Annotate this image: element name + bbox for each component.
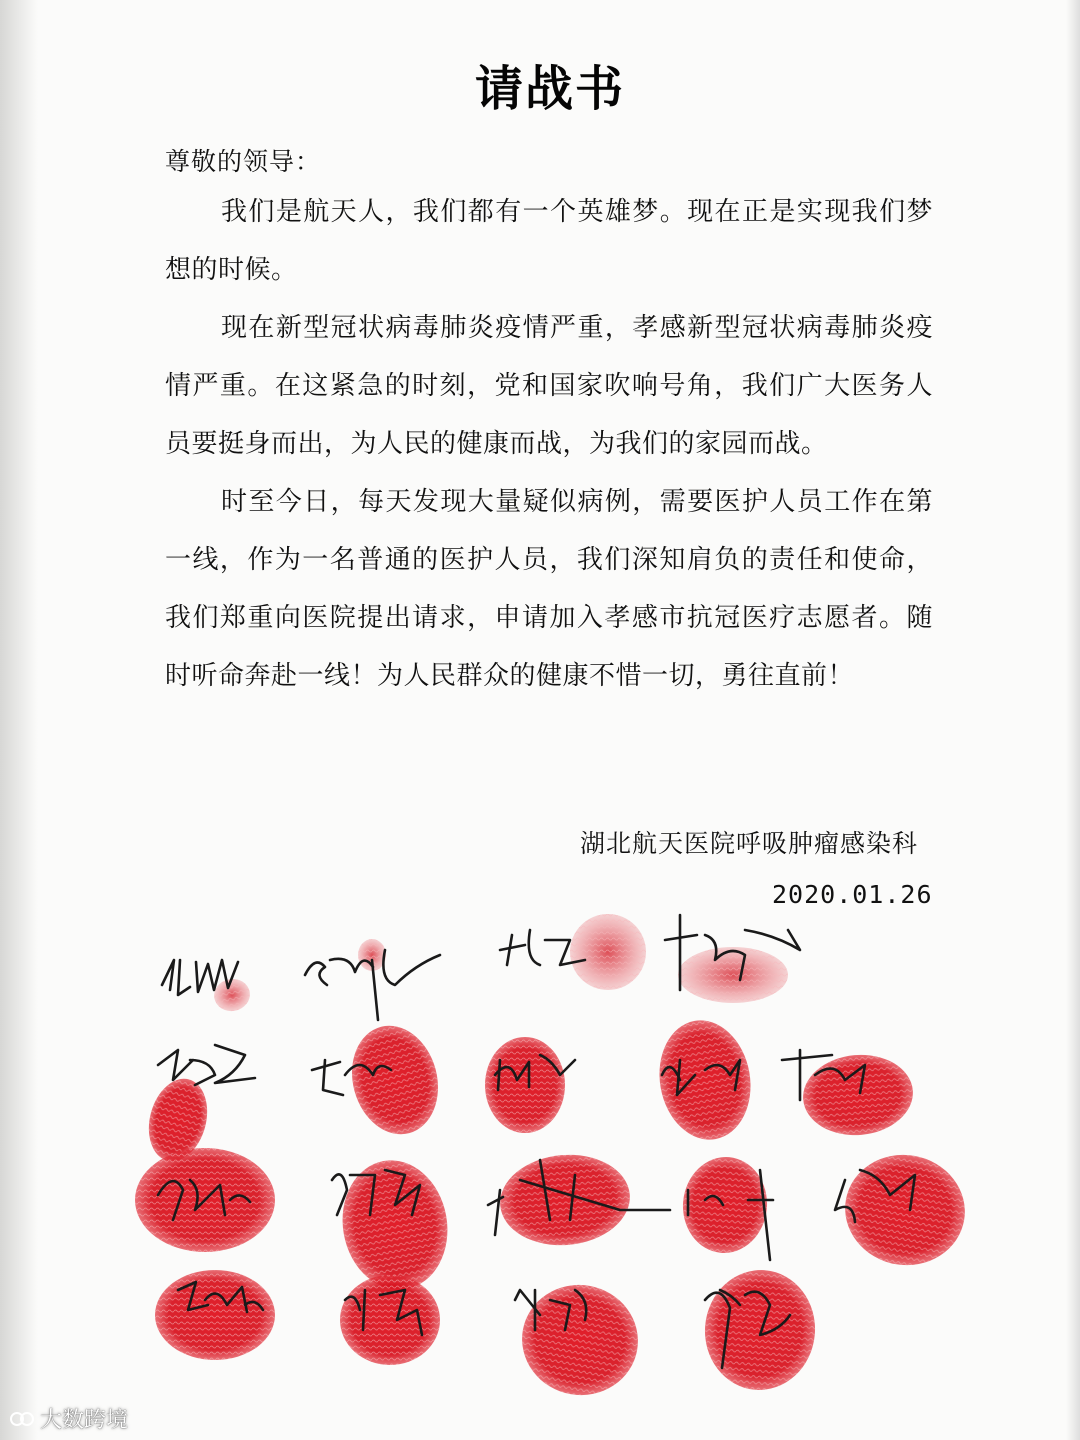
fingerprint-ridges [340,1016,450,1144]
fingerprint-mark [496,1150,633,1251]
fingerprint-ridges [513,1276,646,1404]
fingerprint-mark [800,1050,917,1139]
signature-stroke [312,1060,391,1095]
fingerprint-ridges [135,1148,275,1252]
page-edge-shadow-right [1066,0,1080,1440]
fingerprint-mark [155,1270,275,1360]
watermark [10,1403,128,1434]
page-edge-shadow [0,0,38,1440]
signature-stroke [515,1290,586,1330]
fingerprint-ridges [485,1037,565,1133]
fingerprint-ridges [333,1152,458,1298]
fingerprint-ridges [140,1072,216,1168]
fingerprint-mark [650,1013,759,1147]
fingerprints [135,914,974,1404]
fingerprint-ridges [700,1265,820,1394]
fingerprint-ridges [155,1270,275,1360]
signature-stroke [500,930,585,965]
fingerprint-mark [485,1037,565,1133]
fingerprint-ridges [496,1150,633,1251]
document-title: 请战书 [474,61,625,117]
signature-stroke [488,1160,670,1235]
fingerprint-mark [513,1276,646,1404]
signature-stroke [345,1290,422,1335]
fingerprint-ridges [570,914,646,990]
fingerprint-mark [211,976,252,1014]
fingerprint-mark [679,1154,771,1257]
signature-stroke [178,1282,263,1312]
watermark-text: 大数跨境 [40,1408,129,1433]
signature-stroke [332,1170,420,1215]
fingerprint-ridges [836,1145,973,1274]
salutation: 尊敬的领导： [165,147,322,176]
fingerprint-mark [358,939,386,971]
signature-stroke [305,950,440,1020]
signature-stroke [662,1060,740,1095]
fingerprint-mark [700,1265,820,1394]
fingerprint-mark [135,1148,275,1252]
handwritten-signatures [158,915,915,1368]
signature-stroke [705,1290,790,1368]
signature-stroke [162,960,238,995]
signature-stroke [835,1170,915,1222]
fingerprint-mark [140,1072,216,1168]
signature-stroke [158,1045,255,1085]
paragraph-2: 现在新型冠状病毒肺炎疫情严重，孝感新型冠状病毒肺炎疫情严重。在这紧急的时刻，党和国家吹响号角，我们广大医务人员要挺身而出，为人民的健康而战，为我们的家园而战。 [165,313,933,459]
fingerprint-mark [340,1016,450,1144]
fingerprint-ridges [650,1013,759,1147]
signature-stroke [688,1170,773,1260]
fingerprint-ridges [679,1154,771,1257]
fingerprint-ridges [800,1050,917,1139]
signature-stroke [665,915,800,990]
signature-stroke [158,1180,250,1220]
fingerprint-mark [836,1145,973,1274]
fingerprint-mark [340,1275,440,1365]
signature-stroke [782,1050,865,1100]
fingerprint-ridges [340,1275,440,1365]
fingerprint-ridges [211,976,252,1014]
fingerprint-ridges [358,939,386,971]
fingerprint-mark [570,914,646,990]
fingerprint-ridges [678,947,788,1003]
organization-name: 湖北航天医院呼吸肿瘤感染科 [579,829,918,858]
fingerprint-mark [333,1152,458,1298]
paragraph-3: 时至今日，每天发现大量疑似病例，需要医护人员工作在第一线，作为一名普通的医护人员，我们深知肩负的责任和使命，我们郑重向医院提出请求，申请加入孝感市抗冠医疗志愿者。随时听命奔赴一线！为人民群众的健康不惜一切，勇往直前！ [165,487,933,691]
document-date: 2020.01.26 [772,880,933,909]
fingerprint-mark [678,947,788,1003]
signature-stroke [495,1055,575,1090]
watermark-logo-icon [10,1409,36,1429]
letter-body [165,183,933,705]
paragraph-1: 我们是航天人，我们都有一个英雄梦。现在正是实现我们梦想的时候。 [165,197,933,285]
